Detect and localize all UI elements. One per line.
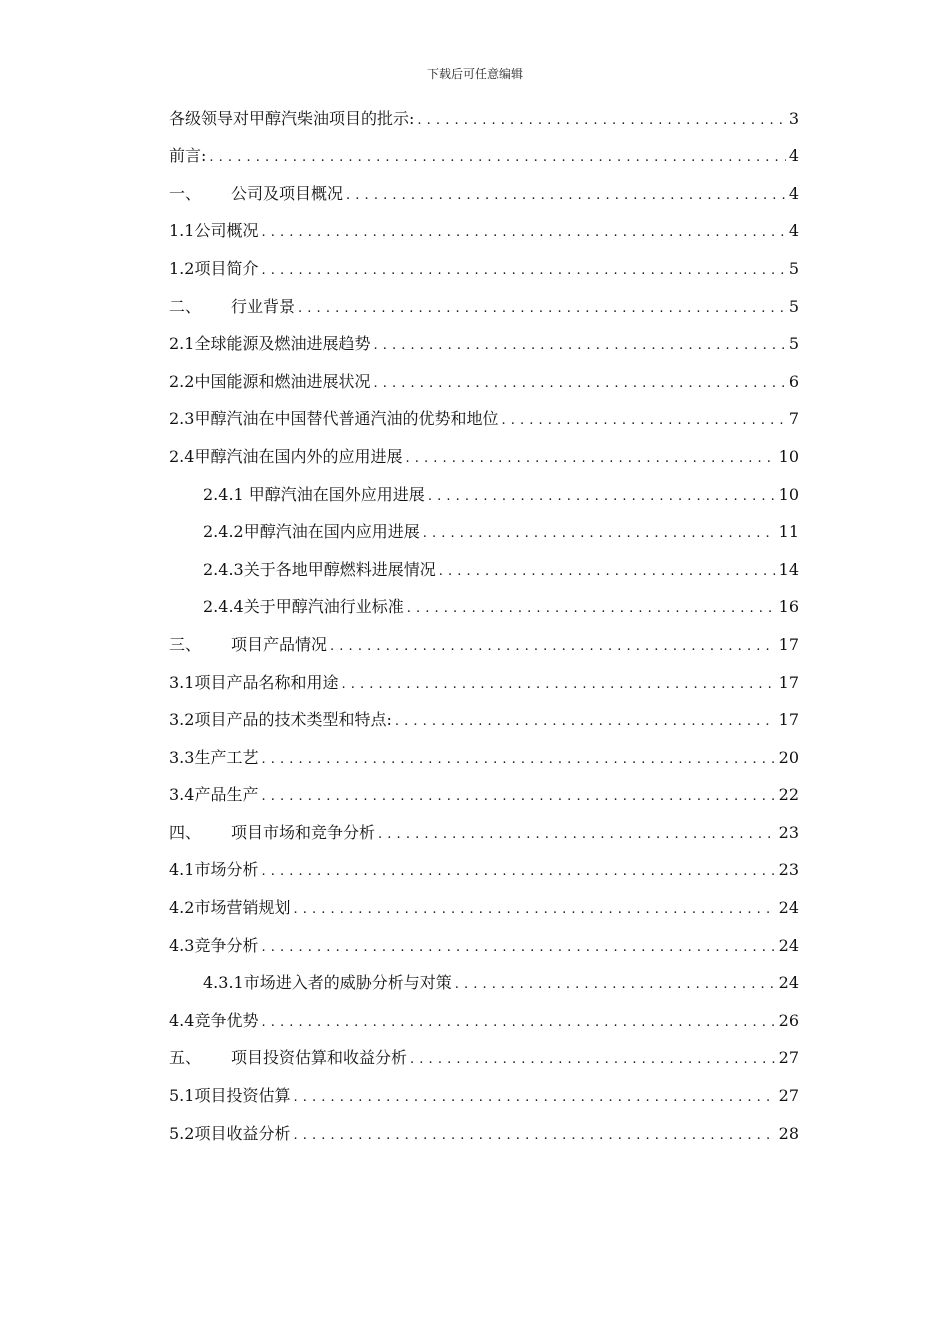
toc-dot-leader [439, 560, 776, 580]
toc-entry[interactable] [169, 93, 799, 131]
toc-dot-leader [298, 297, 786, 317]
toc-entry[interactable] [169, 845, 799, 883]
toc-entry-title [203, 560, 436, 582]
toc-entry-text: 4.3竞争分析 [169, 935, 259, 955]
toc-entry-title [169, 1086, 290, 1108]
toc-entry-text: 3.4产品生产 [169, 785, 259, 805]
toc-dot-leader [261, 221, 785, 241]
toc-entry[interactable] [169, 582, 799, 620]
toc-entry-number: 二、 [169, 296, 202, 316]
toc-entry-title [169, 184, 343, 206]
toc-entry[interactable] [169, 920, 799, 958]
toc-entry[interactable] [169, 394, 799, 432]
toc-dot-leader [423, 522, 776, 542]
toc-entry-title [203, 973, 452, 995]
toc-entry[interactable] [169, 131, 799, 169]
toc-entry-text: 3.2项目产品的技术类型和特点: [169, 710, 392, 730]
toc-entry-text: 2.4.2甲醇汽油在国内应用进展 [203, 522, 420, 542]
toc-dot-leader [410, 1048, 776, 1068]
toc-page-number: 10 [778, 484, 799, 504]
toc-entry-text: 项目产品情况 [231, 634, 328, 654]
toc-entry[interactable] [169, 807, 799, 845]
toc-page-number: 6 [788, 371, 799, 391]
toc-dot-leader [261, 259, 785, 279]
toc-entry[interactable] [169, 168, 799, 206]
toc-dot-leader [428, 485, 776, 505]
toc-page-number: 4 [788, 221, 799, 241]
toc-entry[interactable] [169, 544, 799, 582]
toc-page-number: 10 [778, 446, 799, 466]
toc-entry[interactable] [169, 995, 799, 1033]
toc-entry-text: 3.3生产工艺 [169, 747, 259, 767]
toc-page-number: 17 [778, 634, 799, 654]
toc-entry-title [169, 785, 258, 807]
toc-dot-leader [501, 409, 785, 429]
toc-entry-text: 行业背景 [231, 296, 296, 316]
toc-entry[interactable] [169, 770, 799, 808]
toc-entry-title [169, 221, 258, 243]
toc-page-number: 5 [788, 258, 799, 278]
toc-dot-leader [261, 748, 775, 768]
toc-page-number: 24 [778, 935, 799, 955]
toc-dot-leader [293, 1086, 775, 1106]
toc-entry-text: 2.4.1 甲醇汽油在国外应用进展 [203, 484, 425, 504]
toc-entry-text: 5.2项目收益分析 [169, 1123, 291, 1143]
toc-page-number: 20 [778, 747, 799, 767]
toc-page-number: 17 [778, 710, 799, 730]
toc-entry-title [169, 748, 258, 770]
toc-entry-text: 各级领导对甲醇汽柴油项目的批示: [169, 108, 415, 128]
toc-dot-leader [209, 146, 785, 166]
toc-dot-leader [341, 673, 775, 693]
toc-entry-title [169, 372, 370, 394]
toc-entry-text: 2.4甲醇汽油在国内外的应用进展 [169, 446, 403, 466]
toc-entry-text: 公司及项目概况 [231, 183, 344, 203]
toc-dot-leader [261, 1011, 775, 1031]
toc-entry-text: 2.3甲醇汽油在中国替代普通汽油的优势和地位 [169, 409, 499, 429]
toc-entry-text: 1.1公司概况 [169, 221, 259, 241]
toc-entry[interactable] [169, 431, 799, 469]
toc-page-number: 3 [788, 108, 799, 128]
toc-page-number: 24 [778, 973, 799, 993]
toc-page-number: 22 [778, 785, 799, 805]
toc-entry-text: 4.1市场分析 [169, 860, 259, 880]
toc-entry-title [203, 597, 404, 619]
toc-entry-title [169, 409, 498, 431]
toc-entry-text: 2.4.3关于各地甲醇燃料进展情况 [203, 559, 436, 579]
toc-entry-title [169, 823, 375, 845]
toc-entry-text: 4.3.1市场进入者的威胁分析与对策 [203, 973, 452, 993]
toc-entry-text: 项目投资估算和收益分析 [231, 1048, 408, 1068]
toc-dot-leader [293, 898, 775, 918]
toc-entry[interactable] [169, 732, 799, 770]
toc-entry-title [169, 1124, 290, 1146]
toc-entry-text: 前言: [169, 146, 207, 166]
toc-entry-title [203, 522, 420, 544]
toc-entry-title [169, 334, 370, 356]
toc-page-number: 11 [778, 522, 799, 542]
toc-entry-text: 项目市场和竞争分析 [231, 822, 376, 842]
toc-entry[interactable] [169, 507, 799, 545]
toc-entry-number: 五、 [169, 1048, 202, 1068]
toc-entry-title [169, 447, 402, 469]
toc-entry-text: 4.4竞争优势 [169, 1010, 259, 1030]
toc-entry-number: 四、 [169, 822, 202, 842]
toc-dot-leader [417, 109, 785, 129]
toc-entry[interactable] [169, 243, 799, 281]
toc-entry-number: 三、 [169, 634, 202, 654]
toc-entry-number: 一、 [169, 183, 202, 203]
toc-entry-title [169, 297, 295, 319]
toc-entry-text: 2.2中国能源和燃油进展状况 [169, 371, 371, 391]
toc-entry[interactable] [169, 319, 799, 357]
toc-page-number: 5 [788, 334, 799, 354]
toc-entry[interactable] [169, 281, 799, 319]
toc-page-number: 27 [778, 1048, 799, 1068]
page-header: 下载后可任意编辑 [426, 67, 523, 81]
toc-entry[interactable] [169, 1070, 799, 1108]
toc-entry[interactable] [169, 469, 799, 507]
toc-entry-title [169, 898, 290, 920]
toc-entry[interactable] [169, 1108, 799, 1146]
toc-entry-text: 3.1项目产品名称和用途 [169, 672, 339, 692]
toc-dot-leader [395, 710, 776, 730]
toc-dot-leader [378, 823, 776, 843]
toc-entry-text: 2.1全球能源及燃油进展趋势 [169, 334, 371, 354]
toc-page-number: 24 [778, 898, 799, 918]
toc-entry[interactable] [169, 206, 799, 244]
toc-dot-leader [261, 936, 775, 956]
toc-dot-leader [405, 447, 775, 467]
toc-entry-text: 1.2项目简介 [169, 258, 259, 278]
toc-entry[interactable] [169, 882, 799, 920]
toc-entry-title [169, 635, 327, 657]
toc-dot-leader [407, 597, 776, 617]
toc-dot-leader [346, 184, 786, 204]
toc-entry-title [203, 485, 425, 507]
toc-page-number: 7 [788, 409, 799, 429]
toc-page-number: 27 [778, 1086, 799, 1106]
toc-page-number: 23 [778, 860, 799, 880]
toc-entry-title [169, 710, 392, 732]
toc-entry-text: 4.2市场营销规划 [169, 898, 291, 918]
toc-entry[interactable] [169, 356, 799, 394]
toc-entry[interactable] [169, 695, 799, 733]
toc-page-number: 4 [788, 146, 799, 166]
toc-page-number: 4 [788, 183, 799, 203]
toc-dot-leader [455, 973, 776, 993]
toc-entry[interactable] [169, 619, 799, 657]
toc-page-number: 14 [778, 559, 799, 579]
toc-entry-text: 5.1项目投资估算 [169, 1086, 291, 1106]
toc-entry-title [169, 1048, 407, 1070]
toc-dot-leader [261, 785, 775, 805]
toc-entry-title [169, 936, 258, 958]
toc-dot-leader [373, 372, 785, 392]
toc-page-number: 17 [778, 672, 799, 692]
toc-page-number: 5 [788, 296, 799, 316]
toc-dot-leader [293, 1124, 775, 1144]
toc-entry[interactable] [169, 1033, 799, 1071]
toc-entry-title [169, 146, 206, 168]
toc-dot-leader [373, 334, 785, 354]
table-of-contents [169, 93, 799, 1146]
toc-dot-leader [261, 860, 775, 880]
toc-entry-title [169, 259, 258, 281]
toc-entry-title [169, 109, 414, 131]
toc-entry[interactable] [169, 958, 799, 996]
toc-dot-leader [330, 635, 776, 655]
toc-page-number: 16 [778, 597, 799, 617]
toc-entry-title [169, 673, 338, 695]
toc-entry-title [169, 860, 258, 882]
toc-page-number: 23 [778, 822, 799, 842]
toc-page-number: 28 [778, 1123, 799, 1143]
toc-entry-text: 2.4.4关于甲醇汽油行业标准 [203, 597, 404, 617]
toc-entry[interactable] [169, 657, 799, 695]
toc-page-number: 26 [778, 1010, 799, 1030]
toc-entry-title [169, 1011, 258, 1033]
